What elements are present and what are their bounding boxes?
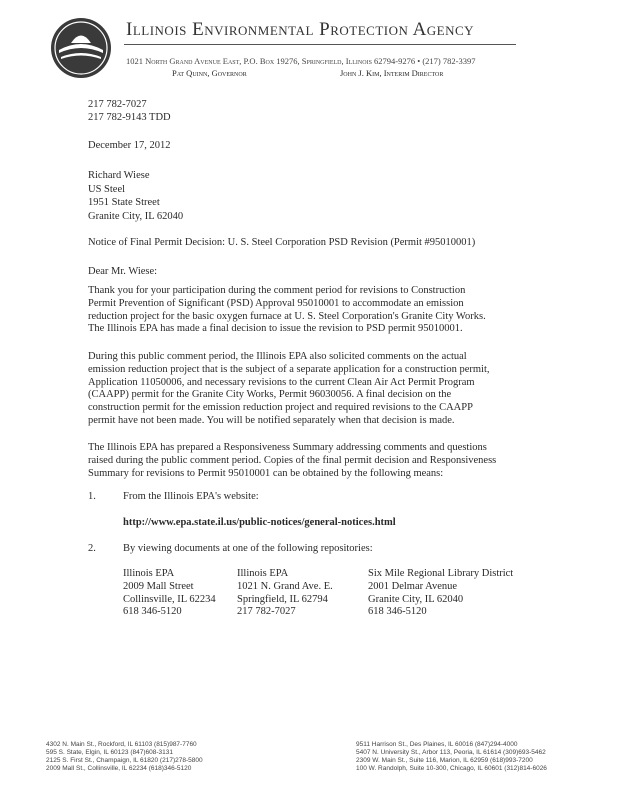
paragraph-line: (CAAPP) permit for the Granite City Works, Permit 96030056. A final decision on the [88, 389, 452, 401]
footer-line: 2309 W. Main St., Suite 116, Marion, IL 62959 (618)993-7200 [356, 757, 533, 764]
agency-seal-logo [49, 16, 113, 80]
director-name: John J. Kim, Interim Director [340, 68, 444, 78]
recipient-line: 1951 State Street [88, 197, 160, 208]
repository-line: Six Mile Regional Library District [368, 568, 514, 579]
repository-line: Springfield, IL 62794 [237, 593, 328, 605]
paragraph-line: emission reduction project that is the subject of a separate application for a construction permit, [88, 363, 490, 375]
list-item-number: 1. [88, 491, 96, 502]
phone-line: 217 782-7027 [88, 99, 147, 110]
repository-line: 2009 Mall Street [123, 580, 194, 592]
governor-name: Pat Quinn, Governor [172, 68, 247, 78]
paragraph-line: construction permit for the emission reduction project and required revisions to the CAAPP [88, 402, 473, 414]
repository-2 [237, 568, 333, 619]
agency-name: Illinois Environmental Protection Agency [126, 19, 475, 40]
letter-date: December 17, 2012 [88, 140, 171, 151]
repository-1 [123, 568, 216, 619]
repository-line: 618 346-5120 [368, 606, 427, 618]
recipient-line: Granite City, IL 62040 [88, 210, 184, 222]
footer-line: 595 S. State, Elgin, IL 60123 (847)608-3131 [46, 749, 173, 756]
footer-offices-left [46, 741, 203, 773]
repository-line: 618 346-5120 [123, 606, 182, 618]
footer-line: 100 W. Randolph, Suite 10-300, Chicago, IL 60601 (312)814-6026 [356, 765, 547, 772]
repository-line: 217 782-7027 [237, 606, 296, 618]
subject-line: Notice of Final Permit Decision: U. S. Steel Corporation PSD Revision (Permit #95010001) [88, 237, 476, 248]
phone-line: 217 782-9143 TDD [88, 111, 171, 123]
repository-line: Collinsville, IL 62234 [123, 593, 216, 605]
paragraph-line: Permit Prevention of Significant (PSD) Approval 95010001 to accommodate an emission [88, 297, 464, 309]
footer-line: 9511 Harrison St., Des Plaines, IL 60016 (847)294-4000 [356, 741, 518, 748]
list-item-number: 2. [88, 543, 96, 554]
phone-block [88, 99, 171, 125]
paragraph-line: permit have not been made. You will be notified separately when that decision is made. [88, 414, 455, 426]
repository-line: 1021 N. Grand Ave. E. [237, 580, 333, 592]
paragraph-line: reduction project for the basic oxygen furnace at U. S. Steel Corporation's Granite City Works. [88, 310, 486, 322]
repository-3 [368, 568, 513, 619]
footer-offices-right [356, 741, 547, 773]
paragraph-1 [88, 285, 486, 336]
paragraph-line: The Illinois EPA has made a final decision to issue the revision to PSD permit 95010001. [88, 323, 463, 335]
footer-line: 5407 N. University St., Arbor 113, Peoria, IL 61614 (309)693-5462 [356, 749, 546, 756]
recipient-line: US Steel [88, 183, 126, 195]
footer-line: 2009 Mall St., Collinsville, IL 62234 (618)346-5120 [46, 765, 192, 772]
paragraph-line: Application 11050006, and necessary revisions to the current Clean Air Act Permit Program [88, 376, 475, 388]
paragraph-2 [88, 351, 490, 428]
paragraph-line: Summary for revisions to Permit 95010001 can be obtained by the following means: [88, 467, 444, 479]
recipient-line: Richard Wiese [88, 170, 150, 181]
paragraph-line: During this public comment period, the Illinois EPA also solicited comments on the actual [88, 351, 467, 362]
paragraph-line: Thank you for your participation during the comment period for revisions to Construction [88, 285, 466, 296]
website-link[interactable]: http://www.epa.state.il.us/public-notices/general-notices.html [123, 517, 396, 528]
letterhead-rule [124, 44, 516, 45]
repository-line: Illinois EPA [123, 568, 175, 579]
recipient-address [88, 169, 183, 223]
list-item-text: By viewing documents at one of the following repositories: [123, 543, 373, 554]
footer-line: 2125 S. First St., Champaign, IL 61820 (217)278-5800 [46, 757, 203, 764]
agency-address: 1021 North Grand Avenue East, P.O. Box 19276, Springfield, Illinois 62794-9276 • (217) 782-3397 [126, 56, 476, 66]
paragraph-line: raised during the public comment period. Copies of the final permit decision and Responsiveness [88, 454, 497, 466]
list-item-text: From the Illinois EPA's website: [123, 491, 259, 502]
salutation: Dear Mr. Wiese: [88, 266, 158, 277]
footer-line: 4302 N. Main St., Rockford, IL 61103 (815)987-7760 [46, 741, 197, 748]
repository-line: 2001 Delmar Avenue [368, 580, 458, 592]
repository-line: Granite City, IL 62040 [368, 593, 464, 605]
paragraph-3 [88, 442, 496, 480]
repository-line: Illinois EPA [237, 568, 289, 579]
paragraph-line: The Illinois EPA has prepared a Responsiveness Summary addressing comments and questions [88, 442, 487, 453]
